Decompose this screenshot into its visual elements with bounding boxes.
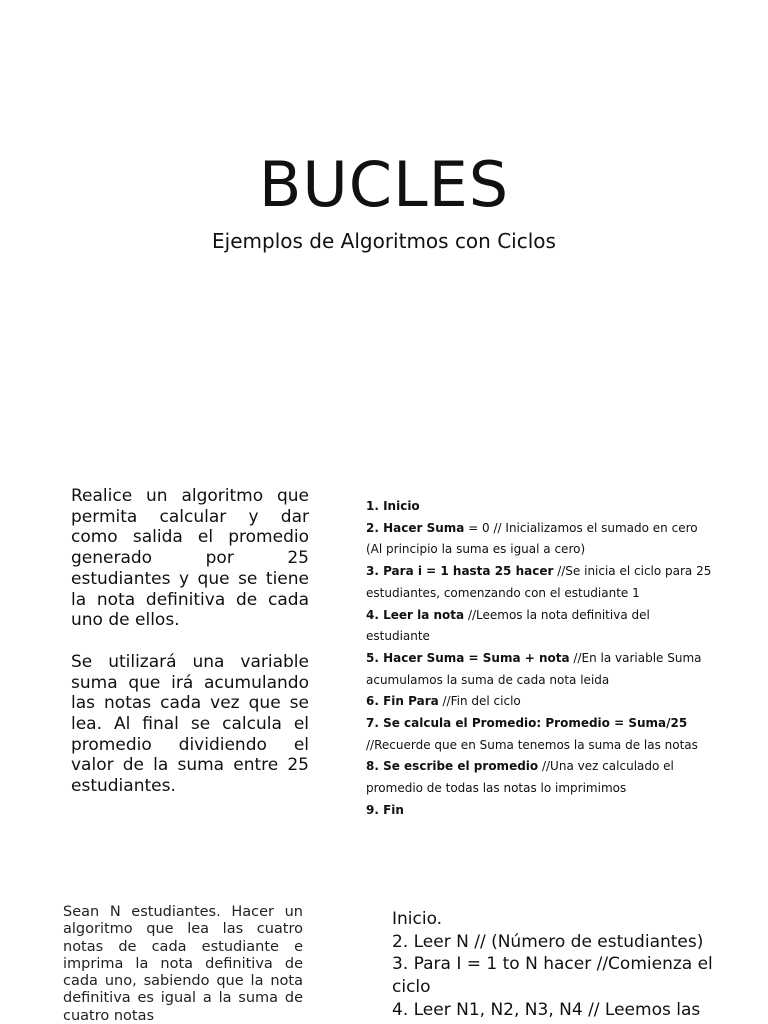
step-keyword: 2. Hacer Suma (366, 520, 465, 535)
step-keyword: 9. Fin (366, 802, 404, 817)
algorithm-line: 4. Leer N1, N2, N3, N4 // Leemos las (392, 999, 701, 1020)
algorithm-line: 3. Para I = 1 to N hacer //Comienza el ciclo (392, 954, 713, 998)
algorithm-step (366, 713, 716, 756)
step-keyword: 8. Se escribe el promedio (366, 759, 539, 774)
step-comment: //En la variable Suma acumulamos la suma de cada nota leida (366, 650, 702, 687)
step-keyword: 5. Hacer Suma = Suma + nota (366, 650, 570, 665)
problem-statement-2: Sean N estudiantes. Hacer un algoritmo que lea las cuatro notas de cada estudiante e imprima la nota definitiva de cada uno, sabiendo que la nota definitiva es igual a la suma de cuatro notas (63, 904, 303, 1024)
algorithm-steps-2 (392, 908, 722, 1022)
problem-statement (71, 486, 309, 818)
algorithm-line: Inicio. (392, 909, 443, 929)
algorithm-step (366, 691, 716, 713)
algorithm-step (366, 561, 716, 604)
algorithm-step (366, 756, 716, 799)
algorithm-step (366, 496, 716, 518)
algorithm-step (366, 518, 716, 561)
step-comment: //Se inicia el ciclo para 25 estudiantes, comenzando con el estudiante 1 (366, 564, 712, 600)
algorithm-step (366, 605, 716, 648)
step-comment: //Recuerde que en Suma tenemos la suma de las notas (366, 737, 698, 752)
page-title: BUCLES (258, 148, 510, 221)
step-keyword: 6. Fin Para (366, 694, 439, 709)
step-comment: //Leemos la nota definitiva del estudiante (366, 607, 650, 644)
slide-example-2 (0, 880, 768, 1024)
step-keyword: 3. Para i = 1 hasta 25 hacer (366, 564, 554, 579)
slide-example-1 (0, 440, 768, 880)
step-comment: //Una vez calculado el promedio de todas las notas lo imprimimos (366, 759, 674, 796)
page-subtitle: Ejemplos de Algoritmos con Ciclos (212, 229, 556, 253)
algorithm-step (366, 648, 716, 691)
step-keyword: 4. Leer la nota (366, 607, 465, 622)
algorithm-step (366, 800, 716, 822)
step-comment: = 0 // Inicializamos el sumado en cero (Al principio la suma es igual a cero) (366, 520, 698, 557)
slide-title (0, 0, 768, 440)
algorithm-line: 2. Leer N // (Número de estudiantes) (392, 931, 704, 952)
step-keyword: 7. Se calcula el Promedio: Promedio = Suma/25 (366, 716, 688, 731)
algorithm-steps (366, 496, 716, 822)
step-keyword: 1. Inicio (366, 499, 420, 513)
problem-paragraph-1: Realice un algoritmo que permita calcular y dar como salida el promedio generado por 25 estudiantes y que se tiene la nota definitiva de cada uno de ellos. (71, 486, 309, 631)
step-comment: //Fin del ciclo (438, 694, 521, 709)
problem-paragraph-2: Se utilizará una variable suma que irá acumulando las notas cada vez que se lea. Al final se calcula el promedio dividiendo el valor de la suma entre 25 estudiantes. (71, 651, 309, 797)
